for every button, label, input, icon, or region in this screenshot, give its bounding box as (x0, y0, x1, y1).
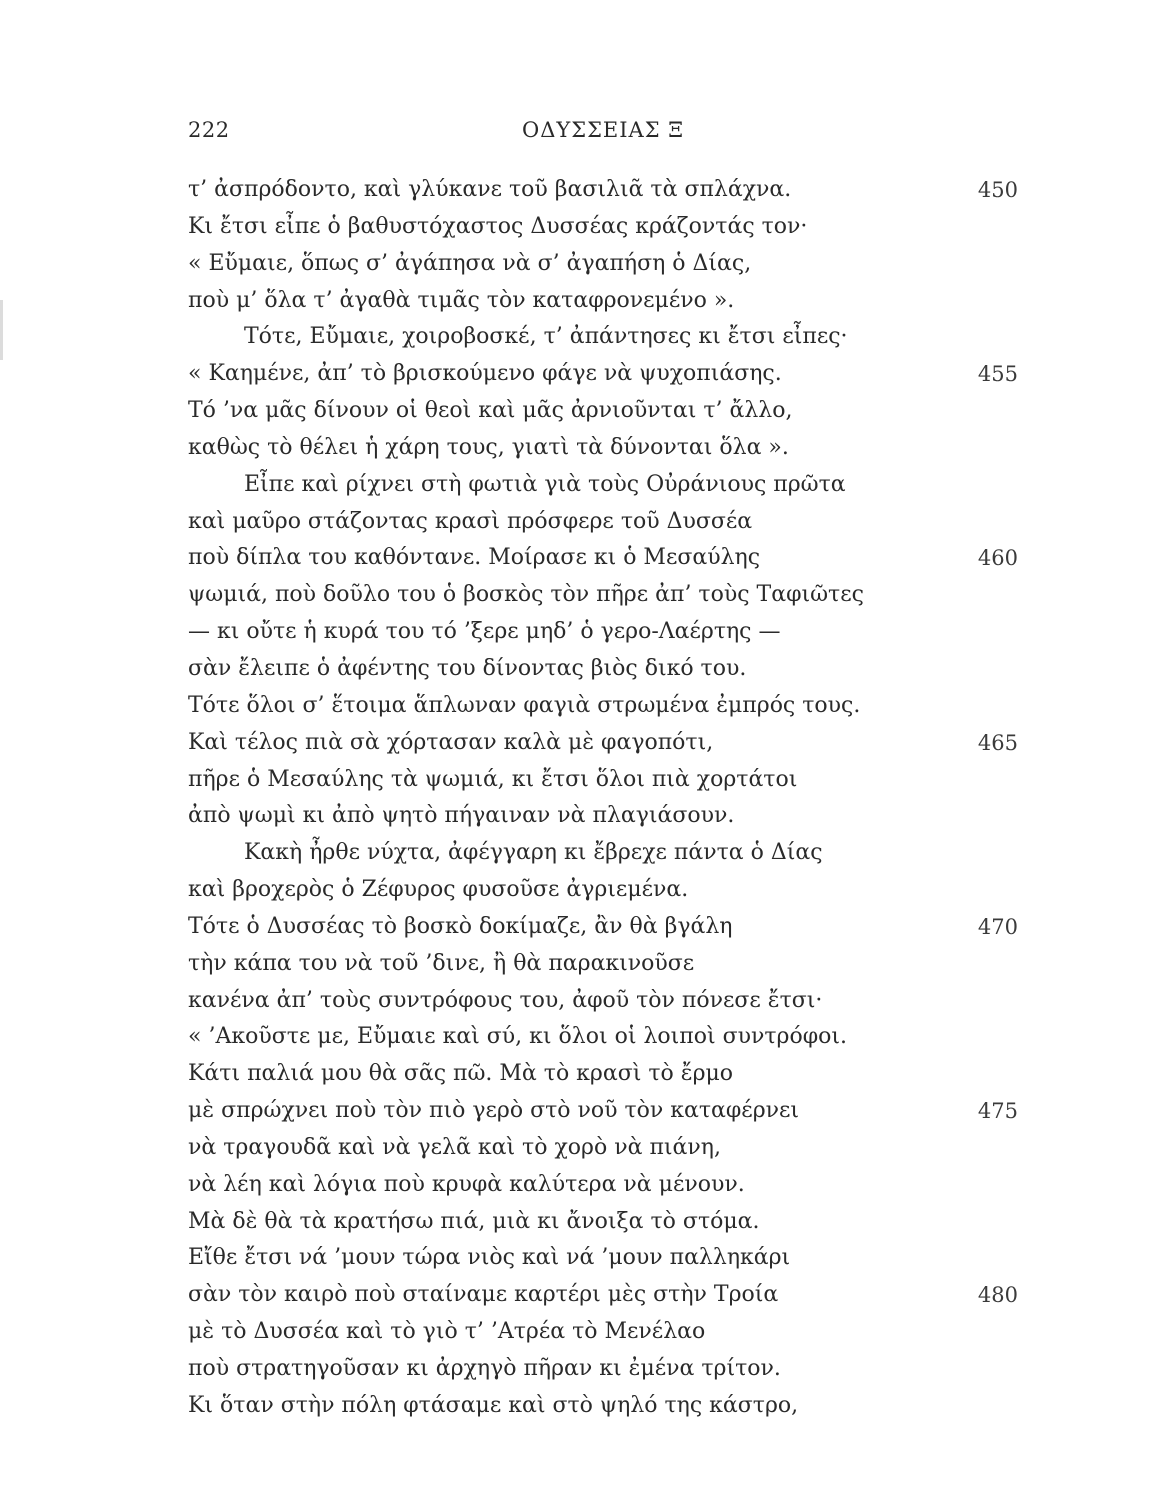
verse-line (188, 1314, 1018, 1351)
verse-line (188, 946, 1018, 983)
verse-text: Κι ἔτσι εἶπε ὁ βαθυστόχαστος Δυσσέας κράζοντάς τον· (188, 213, 808, 239)
running-title: ΟΔΥΣΣΕΙΑΣ Ξ (521, 118, 685, 142)
verse-line (188, 688, 1018, 725)
verse-text: νὰ τραγουδᾶ καὶ νὰ γελᾶ καὶ τὸ χορὸ νὰ πιάνη, (188, 1134, 721, 1160)
line-number: 460 (977, 546, 1018, 571)
verse-text: Εἴθε ἔτσι νά ’μουν τώρα νιὸς καὶ νά ’μουν παλληκάρι (188, 1245, 791, 1271)
verse-text: Κακὴ ἦρθε νύχτα, ἀφέγγαρη κι ἔβρεχε πάντα ὁ Δίας (244, 840, 823, 866)
line-number: 450 (977, 178, 1018, 202)
verse-text: καὶ μαῦρο στάζοντας κρασὶ πρόσφερε τοῦ Δυσσέα (188, 508, 753, 534)
verse-line (188, 798, 1018, 835)
verse-line (188, 1019, 1018, 1056)
verse-text: ἀπὸ ψωμὶ κι ἀπὸ ψητὸ πήγαιναν νὰ πλαγιάσουν. (188, 803, 735, 829)
verse-text: ποὺ δίπλα του καθόντανε. Μοίρασε κι ὁ Μεσαύλης (188, 545, 761, 571)
verse-line (188, 1093, 1018, 1130)
verse-text: « ’Ακοῦστε με, Εὔμαιε καὶ σύ, κι ὅλοι οἱ λοιποὶ συντρόφοι. (188, 1024, 847, 1050)
line-number: 475 (977, 1099, 1018, 1124)
verse-line (188, 1351, 1018, 1388)
verse-line (188, 1167, 1018, 1204)
verse-line (188, 430, 1018, 467)
verse-line (188, 467, 1018, 504)
verse-text: μὲ τὸ Δυσσέα καὶ τὸ γιὸ τ’ ’Ατρέα τὸ Μενέλαο (188, 1319, 706, 1345)
verse-text: τ’ ἀσπρόδοντο, καὶ γλύκανε τοῦ βασιλιᾶ τὰ σπλάχνα. (188, 177, 792, 202)
verse-text: σὰν ἔλειπε ὁ ἀφέντης του δίνοντας βιὸς δικό του. (188, 655, 747, 681)
verse-text: Κάτι παλιά μου θὰ σᾶς πῶ. Μὰ τὸ κρασὶ τὸ ἔρμο (188, 1061, 734, 1087)
line-number: 455 (977, 362, 1018, 387)
verse-text: Κι ὅταν στὴν πόλη φτάσαμε καὶ στὸ ψηλό της κάστρο, (188, 1392, 799, 1418)
verse-line (188, 1388, 1018, 1425)
verse-line (188, 356, 1018, 393)
verse-line (188, 319, 1018, 356)
verse-text: Εἶπε καὶ ρίχνει στὴ φωτιὰ γιὰ τοὺς Οὐράνιους πρῶτα (244, 471, 846, 497)
line-number: 465 (977, 730, 1018, 755)
verse-line (188, 762, 1018, 799)
verse-text: νὰ λέη καὶ λόγια ποὺ κρυφὰ καλύτερα νὰ μένουν. (188, 1171, 745, 1197)
verse-text: Καὶ τέλος πιὰ σὰ χόρτασαν καλὰ μὲ φαγοπότι, (188, 729, 714, 755)
verse-text: σὰν τὸν καιρὸ ποὺ σταίναμε καρτέρι μὲς στὴν Τροία (188, 1282, 779, 1308)
verse-line (188, 540, 1018, 577)
verse-text: μὲ σπρώχνει ποὺ τὸν πιὸ γερὸ στὸ νοῦ τὸν καταφέρνει (188, 1098, 800, 1124)
verse-text: κανένα ἀπ’ τοὺς συντρόφους του, ἀφοῦ τὸν πόνεσε ἔτσι· (188, 987, 823, 1013)
scan-margin-mark (0, 300, 3, 360)
verse-line (188, 1277, 1018, 1314)
verse-line (188, 1130, 1018, 1167)
line-number: 480 (977, 1283, 1018, 1308)
verse-line (188, 246, 1018, 283)
verse-line (188, 393, 1018, 430)
verse-text: πῆρε ὁ Μεσαύλης τὰ ψωμιά, κι ἔτσι ὅλοι πιὰ χορτάτοι (188, 766, 798, 792)
verse-text: Μὰ δὲ θὰ τὰ κρατήσω πιά, μιὰ κι ἄνοιξα τὸ στόμα. (188, 1208, 760, 1234)
verse-text: « Εὔμαιε, ὅπως σ’ ἀγάπησα νὰ σ’ ἀγαπήση ὁ Δίας, (188, 250, 752, 276)
verse-line (188, 835, 1018, 872)
verse-line (188, 909, 1018, 946)
verse-text: καθὼς τὸ θέλει ἡ χάρη τους, γιατὶ τὰ δύνονται ὅλα ». (188, 434, 789, 460)
verse-line (188, 283, 1018, 320)
verse-line (188, 983, 1018, 1020)
verse-line (188, 1204, 1018, 1241)
verse-text: « Καημένε, ἀπ’ τὸ βρισκούμενο φάγε νὰ ψυχοπιάσης. (188, 361, 782, 387)
verse-line (188, 577, 1018, 614)
verse-line (188, 172, 1018, 209)
verse-line (188, 209, 1018, 246)
verse-line (188, 651, 1018, 688)
verse-line (188, 725, 1018, 762)
verse-line (188, 614, 1018, 651)
verse-text: — κι οὔτε ἡ κυρά του τό ’ξερε μηδ’ ὁ γερο-Λαέρτης — (188, 619, 781, 645)
page-number: 222 (188, 118, 230, 142)
verse-text: καὶ βροχερὸς ὁ Ζέφυρος φυσοῦσε ἀγριεμένα. (188, 877, 689, 903)
verse-text: Τότε, Εὔμαιε, χοιροβοσκέ, τ’ ἀπάντησες κι ἔτσι εἶπες· (244, 324, 848, 350)
verse-text: Τότε ὅλοι σ’ ἕτοιμα ἅπλωναν φαγιὰ στρωμένα ἐμπρός τους. (188, 692, 861, 718)
verse-line (188, 1240, 1018, 1277)
verse-text: ποὺ μ’ ὅλα τ’ ἀγαθὰ τιμᾶς τὸν καταφρονεμένο ». (188, 287, 735, 313)
verse-text: τὴν κάπα του νὰ τοῦ ’δινε, ἢ θὰ παρακινοῦσε (188, 950, 695, 976)
verse-line (188, 872, 1018, 909)
verse-text: Τότε ὁ Δυσσέας τὸ βοσκὸ δοκίμαζε, ἂν θὰ βγάλη (188, 913, 733, 939)
verse-list (188, 172, 1018, 1425)
page-header (188, 118, 1018, 148)
verse-text: ποὺ στρατηγοῦσαν κι ἀρχηγὸ πῆραν κι ἐμένα τρίτον. (188, 1356, 781, 1381)
verse-text: ψωμιά, ποὺ δοῦλο του ὁ βοσκὸς τὸν πῆρε ἀπ’ τοὺς Ταφιῶτες (188, 582, 864, 608)
verse-line (188, 504, 1018, 541)
line-number: 470 (977, 914, 1018, 939)
verse-text: Τό ’να μᾶς δίνουν οἱ θεοὶ καὶ μᾶς ἀρνιοῦνται τ’ ἄλλο, (188, 398, 793, 424)
verse-line (188, 1056, 1018, 1093)
